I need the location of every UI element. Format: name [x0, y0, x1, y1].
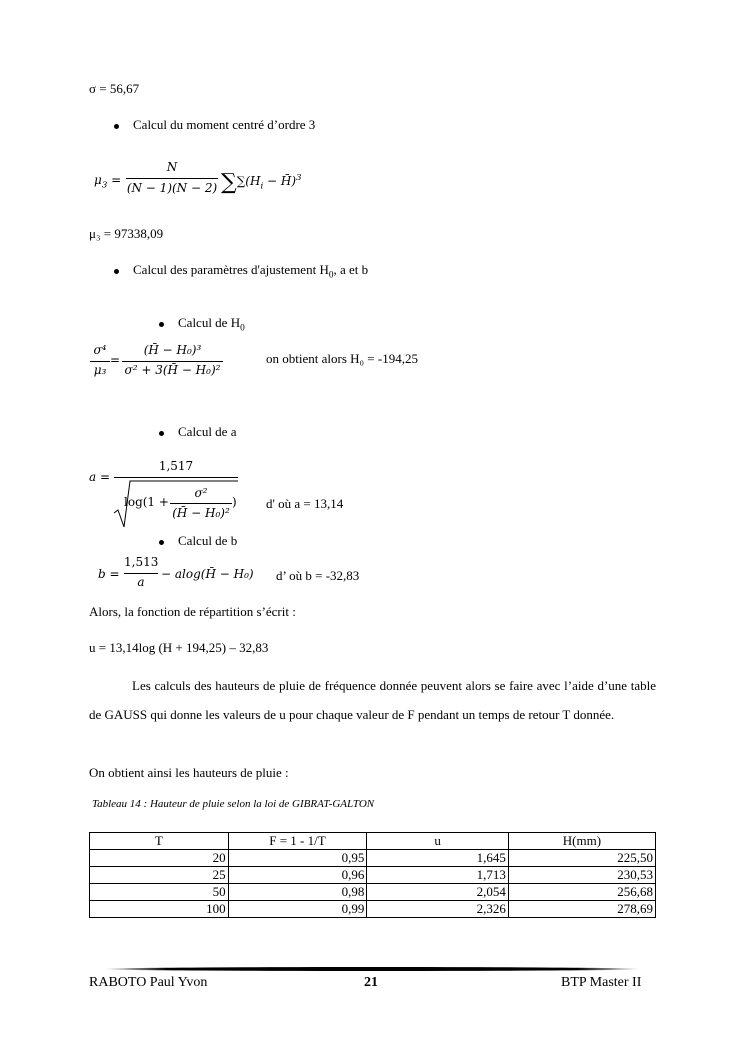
- body-paragraph: Les calculs des hauteurs de pluie de fréquence donnée peuvent alors se faire avec l’aide d’une table de GAUSS qui donne les valeurs de u pour chaque valeur de F pendant un temps de retour T donnée.: [89, 678, 656, 722]
- mu3-formula-lhs: $\mu_3$ =: [94, 173, 122, 191]
- bullet-params: Calcul des paramètres d'ajustement $H_0$, a et b: [133, 262, 369, 281]
- cell-h: 278,69: [508, 901, 655, 918]
- bullet-icon: [159, 540, 164, 545]
- cell-h: 230,53: [508, 867, 655, 884]
- cell-t: 50: [90, 884, 229, 901]
- header-u: u: [367, 833, 509, 850]
- table-row: [90, 901, 656, 918]
- mu3-result: μ₃ = 97338,09: [89, 226, 164, 241]
- cell-u: 1,713: [367, 867, 509, 884]
- table-caption: Tableau 14 : Hauteur de pluie selon la loi de GIBRAT-GALTON: [92, 798, 375, 810]
- a-inner-fraction: [170, 486, 232, 522]
- a-numerator: 1,517: [158, 459, 194, 473]
- cell-f: 0,95: [228, 850, 367, 867]
- a-formula-lhs: a =: [89, 470, 111, 484]
- cell-u: 1,645: [367, 850, 509, 867]
- alors-line: Alors, la fonction de répartition s’écrit :: [89, 604, 296, 619]
- header-h: H(mm): [508, 833, 655, 850]
- equals-sign: =: [110, 353, 121, 367]
- b-numerator: 1,513: [124, 555, 159, 569]
- cell-u: 2,054: [367, 884, 509, 901]
- footer-page-number: 21: [364, 975, 378, 990]
- a-result: d' où a = 13,14: [266, 496, 344, 511]
- u-formula: u = 13,14log (H + 194,25) – 32,83: [89, 640, 269, 655]
- footer-author: RABOTO Paul Yvon: [89, 975, 208, 990]
- close-paren: ): [232, 495, 237, 509]
- mu3-denominator: (N − 1)(N − 2): [126, 181, 218, 195]
- b-formula-lhs: b =: [98, 567, 120, 581]
- sum-icon: ∑: [221, 170, 237, 195]
- rainfall-table: [89, 832, 656, 918]
- mu3-fraction: [126, 160, 218, 196]
- fraction-bar: [122, 361, 223, 362]
- cell-h: 256,68: [508, 884, 655, 901]
- obtient-line: On obtient ainsi les hauteurs de pluie :: [89, 765, 289, 780]
- b-denominator: a: [137, 575, 145, 589]
- header-f: F = 1 - 1/T: [228, 833, 367, 850]
- cell-t: 100: [90, 901, 229, 918]
- table-header-row: [90, 833, 656, 850]
- header-t: T: [90, 833, 229, 850]
- cell-f: 0,96: [228, 867, 367, 884]
- table-row: [90, 850, 656, 867]
- h0-fraction-left: [90, 343, 110, 379]
- bullet-h0: Calcul de $H_0$: [178, 315, 245, 334]
- cell-h: 225,50: [508, 850, 655, 867]
- b-fraction: [124, 555, 158, 591]
- cell-t: 25: [90, 867, 229, 884]
- table-row: [90, 884, 656, 901]
- h0-right-denominator: σ² + 3(H̄ − H₀)²: [124, 363, 221, 377]
- table-row: [90, 867, 656, 884]
- cell-f: 0,99: [228, 901, 367, 918]
- mu3-numerator: N: [166, 160, 178, 174]
- fraction-bar: [114, 477, 238, 478]
- fraction-bar: [90, 361, 110, 362]
- sigma-result: σ = 56,67: [89, 81, 140, 96]
- fraction-bar: [170, 503, 232, 504]
- h0-left-numerator: σ⁴: [93, 343, 107, 357]
- h0-left-denominator: μ₃: [93, 363, 107, 377]
- h0-fraction-right: [122, 343, 223, 379]
- bullet-a: Calcul de a: [178, 424, 237, 439]
- h0-result: on obtient alors H₀ = -194,25: [266, 351, 418, 366]
- fraction-bar: [126, 178, 218, 179]
- b-result: d’ où b = -32,83: [276, 568, 360, 583]
- b-formula-tail: − alog(H̄ − H₀): [161, 567, 254, 581]
- cell-t: 20: [90, 850, 229, 867]
- bullet-moment3: Calcul du moment centré d’ordre 3: [133, 117, 316, 132]
- mu3-sum: $\sum\sum(H_i$ − H̄)$^3$: [221, 170, 302, 195]
- a-log: log(1 +: [124, 495, 169, 509]
- bullet-icon: [114, 269, 119, 274]
- cell-u: 2,326: [367, 901, 509, 918]
- cell-f: 0,98: [228, 884, 367, 901]
- h0-right-numerator: (H̄ − H₀)³: [143, 343, 202, 357]
- footer-program: BTP Master II: [561, 975, 642, 990]
- bullet-icon: [159, 322, 164, 327]
- footer-divider: [103, 967, 641, 971]
- fraction-bar: [124, 573, 158, 574]
- a-inner-denominator: (H̄ − H₀)²: [172, 506, 230, 520]
- a-inner-numerator: σ²: [194, 486, 208, 500]
- bullet-icon: [159, 431, 164, 436]
- bullet-icon: [114, 124, 119, 129]
- bullet-b: Calcul de b: [178, 533, 238, 548]
